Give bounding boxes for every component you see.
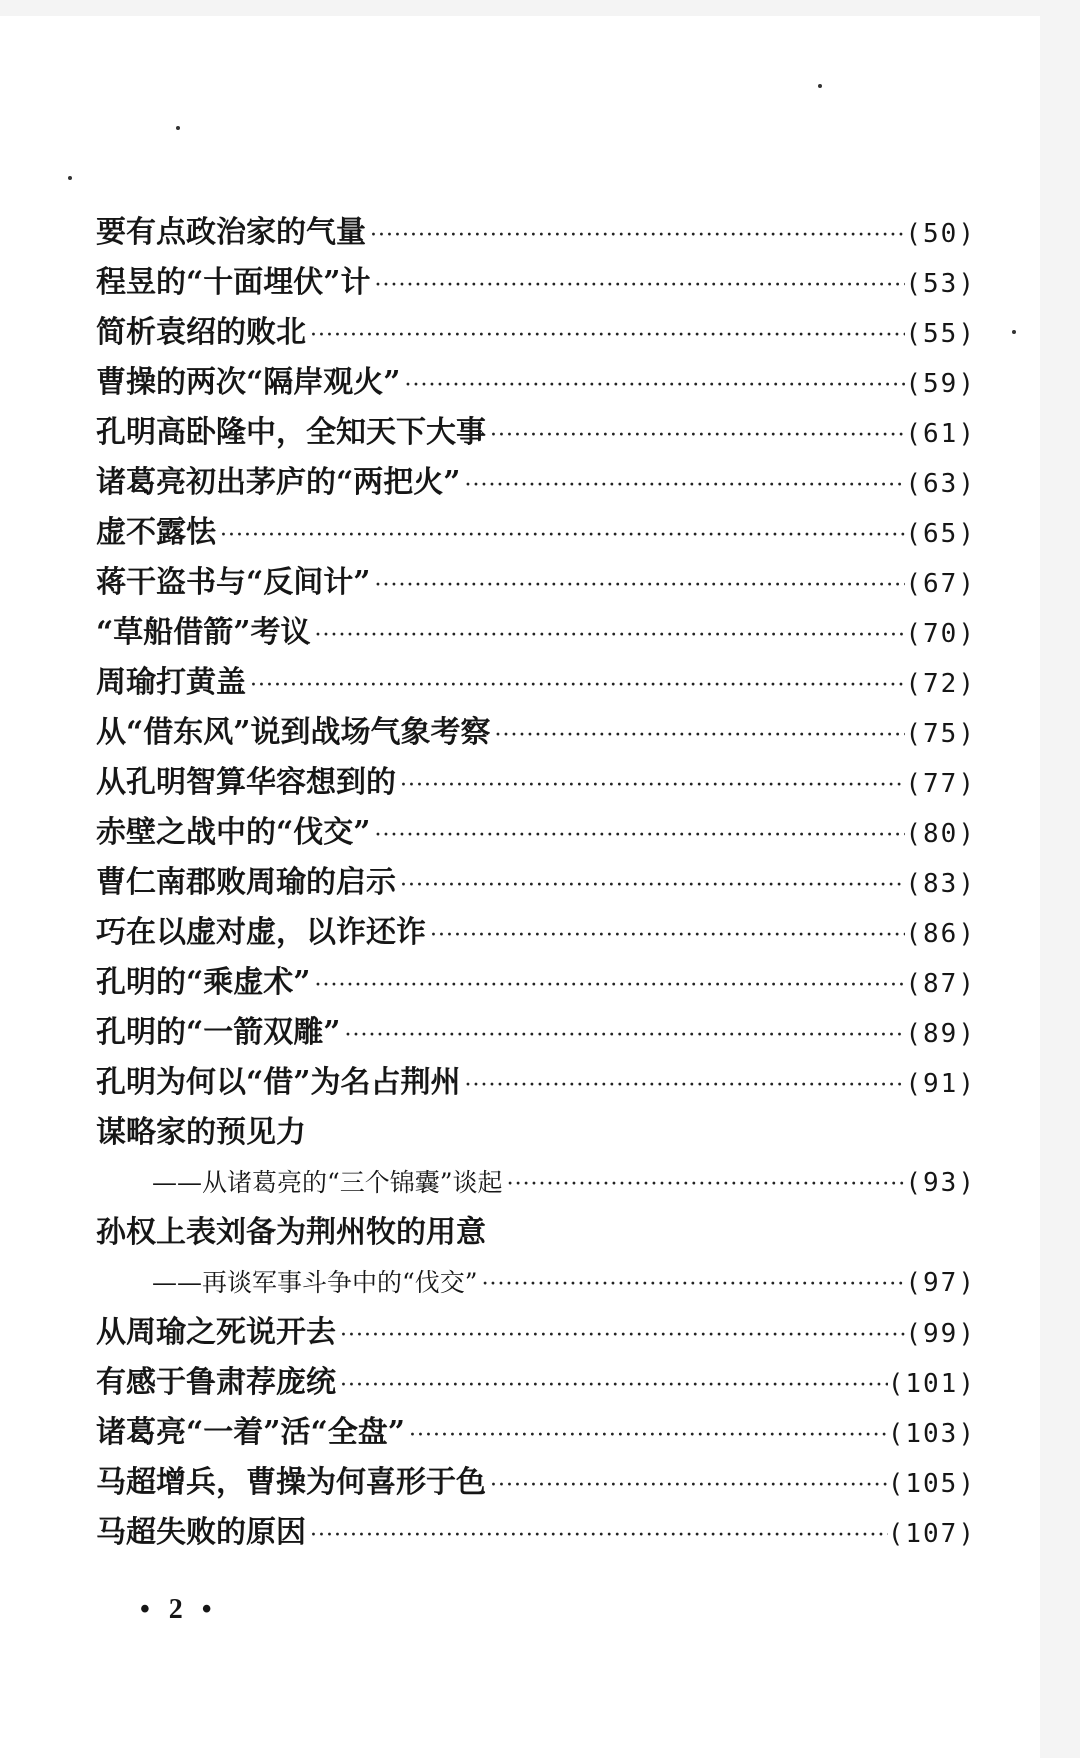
toc-entry-title: 从“借东风”说到战场气象考察 [96, 715, 491, 750]
print-speck [1012, 330, 1016, 334]
toc-entry-title: 曹仁南郡败周瑜的启示 [96, 865, 396, 900]
toc-entry-page: (63) [905, 469, 976, 499]
dot-leader [216, 511, 905, 561]
toc-entry-page: (77) [905, 769, 976, 799]
dot-leader [426, 911, 905, 961]
toc-entry [96, 908, 976, 958]
dot-leader [478, 1260, 906, 1310]
toc-entry [96, 1208, 976, 1258]
toc-entry [96, 758, 976, 808]
toc-entry-title: 孔明的“一箭双雕” [96, 1015, 341, 1050]
toc-entry [96, 1358, 976, 1408]
dot-leader [341, 1011, 906, 1061]
toc-entry-page: (83) [905, 869, 976, 899]
toc-entry-title: 蒋干盗书与“反间计” [96, 565, 371, 600]
toc-entry-title: ——再谈军事斗争中的“伐交” [152, 1268, 478, 1297]
dot-leader [491, 711, 906, 761]
toc-entry [96, 1458, 976, 1508]
toc-entry-title: 诸葛亮初出茅庐的“两把火” [96, 465, 461, 500]
toc-entry [96, 858, 976, 908]
toc-entry-title: 要有点政治家的气量 [96, 215, 366, 250]
toc-entry-page: (107) [887, 1519, 976, 1549]
toc-entry-page: (103) [887, 1419, 976, 1449]
toc-entry-title: 孔明的“乘虚术” [96, 965, 311, 1000]
toc-entry-page: (75) [905, 719, 976, 749]
toc-entry-title: 孔明高卧隆中，全知天下大事 [96, 415, 486, 450]
dot-leader [306, 311, 905, 361]
toc-entry-page: (72) [905, 669, 976, 699]
toc-entry-title: 从孔明智算华容想到的 [96, 765, 396, 800]
dot-leader [396, 861, 905, 911]
toc-entry-title: 简析袁绍的败北 [96, 315, 306, 350]
toc-entry-title: 从周瑜之死说开去 [96, 1315, 336, 1350]
toc-entry [96, 808, 976, 858]
toc-entry [96, 508, 976, 558]
dot-leader [371, 811, 906, 861]
toc-entry [96, 608, 976, 658]
toc-entry [96, 1008, 976, 1058]
toc-entry [96, 258, 976, 308]
toc-entry-title: 孔明为何以“借”为名占荆州 [96, 1065, 461, 1100]
toc-entry [96, 1108, 976, 1158]
toc-entry-page: (80) [905, 819, 976, 849]
dot-leader [401, 361, 906, 411]
toc-entry-title: “草船借箭”考议 [96, 615, 311, 650]
toc-entry-title: ——从诸葛亮的“三个锦囊”谈起 [152, 1168, 503, 1197]
toc-entry [96, 658, 976, 708]
toc-entry [96, 358, 976, 408]
toc-entry [96, 1408, 976, 1458]
toc-entry-page: (70) [905, 619, 976, 649]
toc-entry [96, 558, 976, 608]
dot-leader [336, 1311, 905, 1361]
toc-entry-page: (101) [887, 1369, 976, 1399]
toc-entry-page: (53) [905, 269, 976, 299]
dot-leader [311, 611, 906, 661]
toc-subtitle-entry [96, 1158, 976, 1208]
toc-entry-page: (91) [905, 1069, 976, 1099]
dot-leader [371, 561, 906, 611]
toc-entry-title: 程昱的“十面埋伏”计 [96, 265, 371, 300]
dot-leader [336, 1361, 888, 1411]
page-number-folio: • 2 • [140, 1594, 218, 1625]
toc-entry-page: (89) [905, 1019, 976, 1049]
toc-entry-title: 虚不露怯 [96, 515, 216, 550]
dot-leader [396, 761, 905, 811]
toc-entry-page: (55) [905, 319, 976, 349]
toc-entry [96, 458, 976, 508]
toc-entry-page: (67) [905, 569, 976, 599]
toc-entry-title: 赤壁之战中的“伐交” [96, 815, 371, 850]
toc-entry-page: (99) [905, 1319, 976, 1349]
toc-entry-page: (61) [905, 419, 976, 449]
dot-leader [371, 261, 906, 311]
dot-leader [461, 461, 906, 511]
book-page [0, 16, 1040, 1758]
table-of-contents [96, 208, 976, 1558]
toc-entry-title: 孙权上表刘备为荆州牧的用意 [96, 1215, 486, 1250]
print-speck [176, 126, 180, 130]
toc-entry-page: (65) [905, 519, 976, 549]
toc-entry-title: 有感于鲁肃荐庞统 [96, 1365, 336, 1400]
toc-entry [96, 958, 976, 1008]
toc-entry [96, 308, 976, 358]
toc-entry-page: (50) [905, 219, 976, 249]
toc-entry-title: 诸葛亮“一着”活“全盘” [96, 1415, 406, 1450]
dot-leader [503, 1160, 906, 1210]
toc-entry [96, 208, 976, 258]
dot-leader [405, 1411, 888, 1461]
toc-entry-page: (86) [905, 919, 976, 949]
dot-leader [306, 1511, 888, 1561]
toc-entry-title: 谋略家的预见力 [96, 1115, 306, 1150]
dot-leader [486, 411, 905, 461]
toc-entry-page: (87) [905, 969, 976, 999]
dot-leader [486, 1461, 888, 1511]
toc-entry-title: 马超失败的原因 [96, 1515, 306, 1550]
print-speck [818, 84, 822, 88]
dot-leader [461, 1061, 906, 1111]
toc-entry-title: 曹操的两次“隔岸观火” [96, 365, 401, 400]
toc-entry [96, 1508, 976, 1558]
toc-entry [96, 408, 976, 458]
toc-entry [96, 1058, 976, 1108]
toc-entry-title: 巧在以虚对虚，以诈还诈 [96, 915, 426, 950]
dot-leader [311, 961, 906, 1011]
print-speck [68, 176, 72, 180]
dot-leader [366, 211, 905, 261]
toc-entry-page: (93) [905, 1168, 976, 1198]
dot-leader [246, 661, 905, 711]
toc-entry-page: (105) [887, 1469, 976, 1499]
toc-entry [96, 708, 976, 758]
toc-entry-title: 周瑜打黄盖 [96, 665, 246, 700]
toc-entry-page: (97) [905, 1268, 976, 1298]
toc-entry-title: 马超增兵，曹操为何喜形于色 [96, 1465, 486, 1500]
toc-entry-page: (59) [905, 369, 976, 399]
toc-entry [96, 1308, 976, 1358]
toc-subtitle-entry [96, 1258, 976, 1308]
